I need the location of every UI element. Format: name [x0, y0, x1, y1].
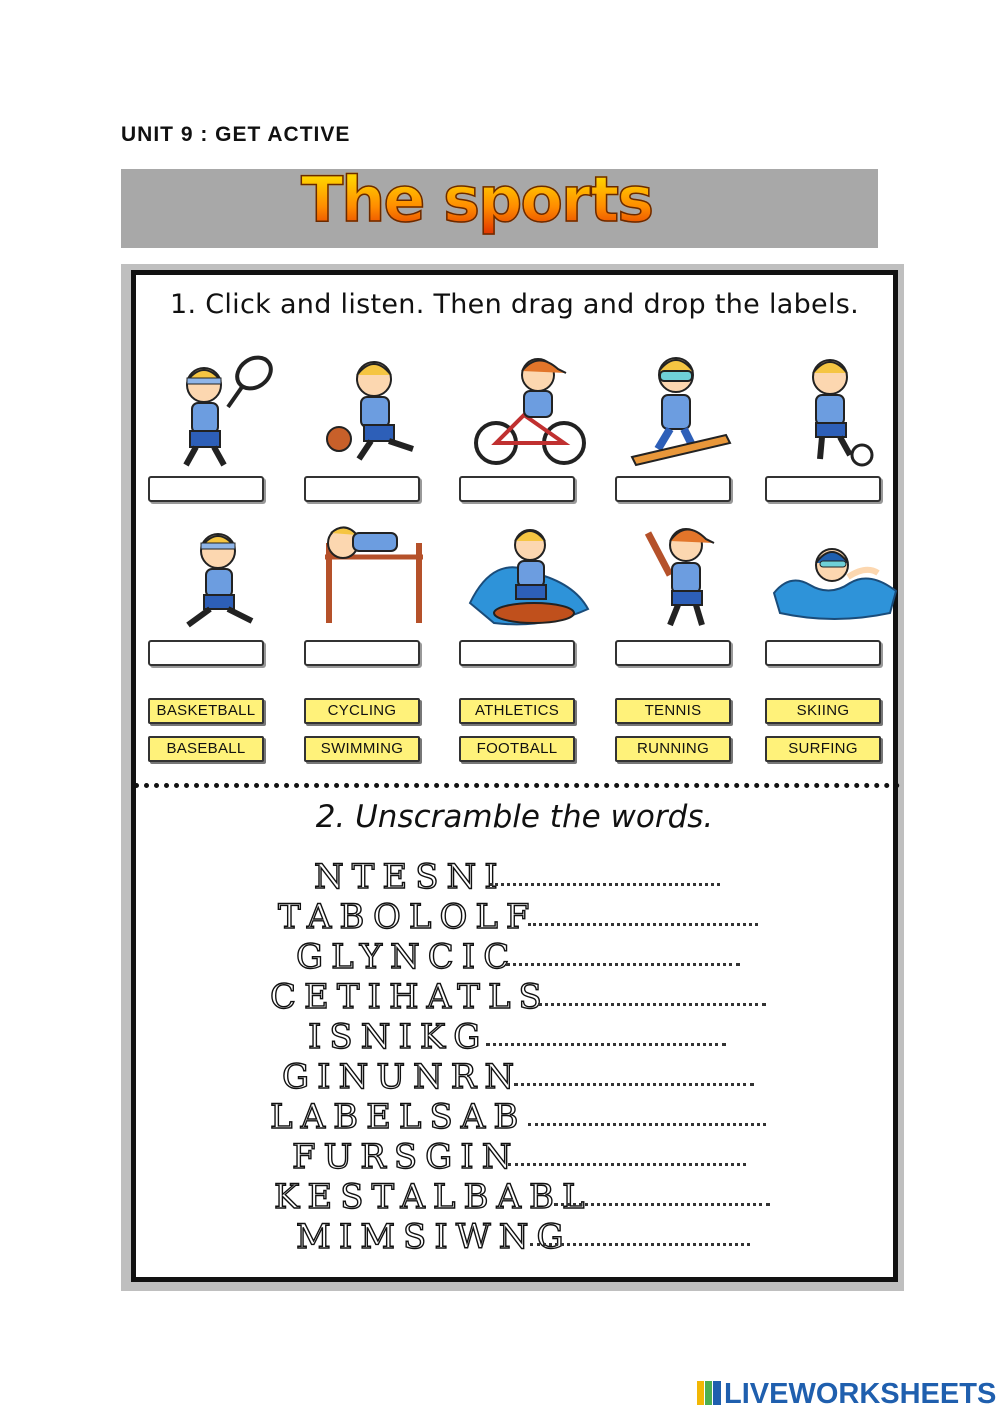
- scrambled-word: ISNIKG: [308, 1017, 489, 1057]
- answer-line[interactable]: [530, 1243, 750, 1246]
- surfer-icon[interactable]: [464, 513, 594, 638]
- answer-box-3[interactable]: [459, 476, 575, 502]
- cyclist-icon[interactable]: [466, 345, 596, 470]
- section-divider: [134, 783, 900, 788]
- answer-box-1[interactable]: [148, 476, 264, 502]
- answer-box-7[interactable]: [304, 640, 420, 666]
- runner-icon[interactable]: [156, 513, 286, 638]
- drag-label[interactable]: SKIING: [765, 698, 881, 724]
- answer-line[interactable]: [486, 1043, 726, 1046]
- worksheet-frame: [121, 264, 904, 1291]
- football-player-icon[interactable]: [770, 349, 900, 474]
- scrambled-word: GINUNRN: [282, 1057, 523, 1097]
- answer-box-10[interactable]: [765, 640, 881, 666]
- answer-line[interactable]: [554, 1203, 770, 1206]
- drag-label[interactable]: BASKETBALL: [148, 698, 264, 724]
- scrambled-word: LABELSAB: [270, 1097, 527, 1137]
- drag-label[interactable]: CYCLING: [304, 698, 420, 724]
- title-banner: [121, 163, 878, 248]
- scrambled-word: KESTALBABL: [274, 1177, 593, 1217]
- answer-box-5[interactable]: [765, 476, 881, 502]
- answer-box-6[interactable]: [148, 640, 264, 666]
- drag-label[interactable]: SWIMMING: [304, 736, 420, 762]
- answer-line[interactable]: [514, 1083, 754, 1086]
- brand-logo-text: LIVEWORKSHEETS: [724, 1378, 997, 1410]
- skier-icon[interactable]: [618, 345, 748, 470]
- page-title: The sports: [301, 163, 653, 236]
- answer-line[interactable]: [528, 923, 758, 926]
- unit-heading: UNIT 9 : GET ACTIVE: [121, 123, 351, 146]
- scrambled-word: TABOLOLF: [278, 897, 538, 937]
- exercise2-instruction: 2. Unscramble the words.: [315, 799, 714, 835]
- answer-box-8[interactable]: [459, 640, 575, 666]
- answer-box-4[interactable]: [615, 476, 731, 502]
- scrambled-word: FURSGIN: [292, 1137, 520, 1177]
- answer-line[interactable]: [506, 963, 740, 966]
- answer-line[interactable]: [490, 883, 720, 886]
- scrambled-word: NTESNI: [314, 857, 506, 897]
- tennis-player-icon[interactable]: [156, 345, 286, 470]
- drag-label[interactable]: ATHLETICS: [459, 698, 575, 724]
- basketball-player-icon[interactable]: [309, 349, 439, 474]
- high-jumper-icon[interactable]: [309, 513, 439, 638]
- drag-label[interactable]: FOOTBALL: [459, 736, 575, 762]
- exercise1-instruction: 1. Click and listen. Then drag and drop the labels.: [169, 289, 859, 320]
- answer-box-2[interactable]: [304, 476, 420, 502]
- scrambled-word: CETIHATLS: [270, 977, 550, 1017]
- drag-label[interactable]: SURFING: [765, 736, 881, 762]
- baseball-player-icon[interactable]: [618, 513, 748, 638]
- answer-line[interactable]: [508, 1163, 746, 1166]
- worksheet-body: [131, 270, 898, 1282]
- drag-label[interactable]: TENNIS: [615, 698, 731, 724]
- swimmer-icon[interactable]: [770, 513, 900, 638]
- answer-box-9[interactable]: [615, 640, 731, 666]
- liveworksheets-logo-icon: [697, 1381, 721, 1405]
- drag-label[interactable]: BASEBALL: [148, 736, 264, 762]
- scrambled-word: GLYNCIC: [296, 937, 518, 977]
- answer-line[interactable]: [528, 1123, 766, 1126]
- answer-line[interactable]: [538, 1003, 766, 1006]
- scrambled-word: MIMSIWNG: [296, 1217, 572, 1257]
- drag-label[interactable]: RUNNING: [615, 736, 731, 762]
